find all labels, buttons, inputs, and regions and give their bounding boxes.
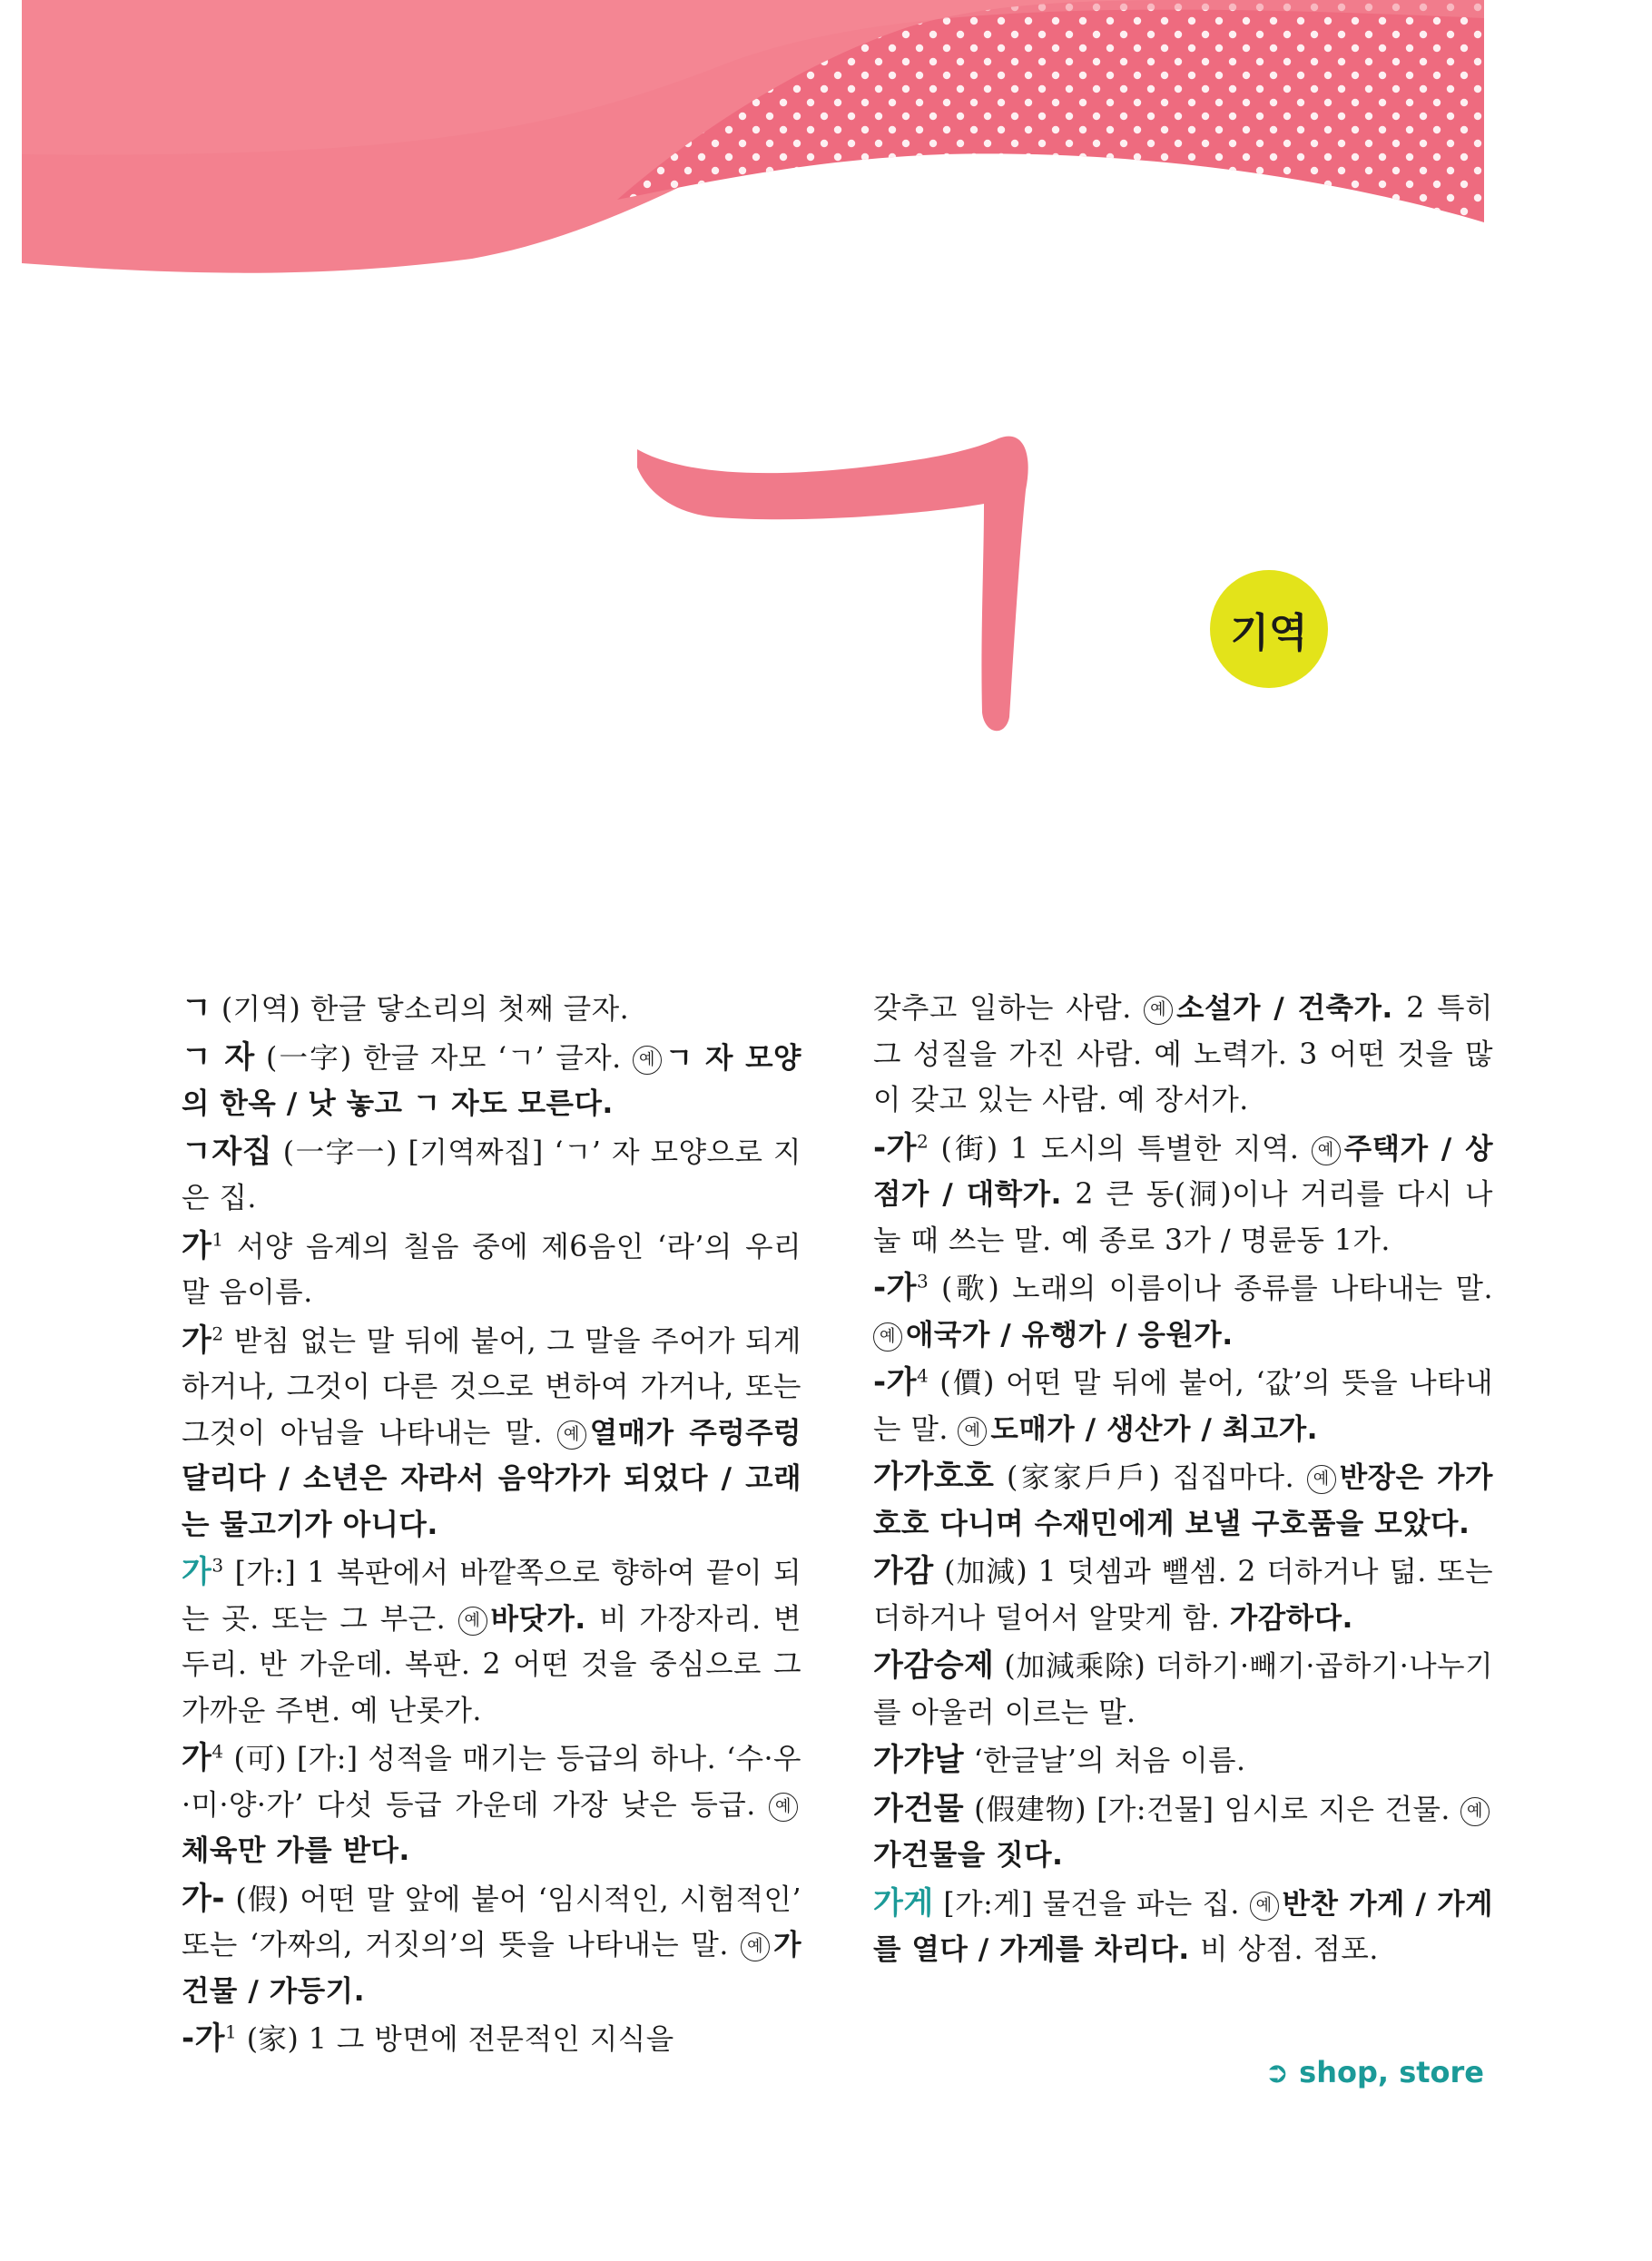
dictionary-entry bbox=[182, 1318, 801, 1548]
entry-headword: 가게 bbox=[873, 1884, 934, 1922]
entry-example: 바닷가. bbox=[490, 1602, 600, 1636]
entry-headword: 가 bbox=[182, 1740, 212, 1776]
entry-example: ㄱ 자 모양의 한옥 / 낫 놓고 ㄱ 자도 모른다. bbox=[182, 1041, 801, 1120]
dictionary-entry bbox=[873, 1360, 1493, 1452]
dictionary-entry bbox=[873, 1265, 1493, 1358]
entry-headword: 가감승제 bbox=[873, 1647, 995, 1684]
dictionary-entry bbox=[873, 1454, 1493, 1547]
entry-headword: 가 bbox=[182, 1322, 212, 1359]
dictionary-entry bbox=[182, 1224, 801, 1316]
entry-headword: ㄱ 자 bbox=[182, 1038, 255, 1076]
entry-definition: 서양 음계의 칠음 중에 제6음인 ‘라’의 우리말 음이름. bbox=[182, 1230, 801, 1309]
entry-definition: 한글 자모 ‘ㄱ’ 글자. bbox=[362, 1041, 633, 1075]
entry-definition: 성적을 매기는 등급의 하나. ‘수·우·미·양·가’ 다섯 등급 가운데 가장 낮은 등급. bbox=[182, 1743, 801, 1822]
entry-homonym-number: 1 bbox=[224, 2020, 238, 2043]
english-translation-note: ➲ shop, store bbox=[1264, 2055, 1484, 2089]
chapter-badge bbox=[1210, 570, 1328, 688]
dictionary-entry bbox=[182, 986, 801, 1033]
entry-headword: 가 bbox=[182, 1227, 212, 1264]
entry-headword: ㄱ자집 bbox=[182, 1133, 273, 1170]
entry-headword: 가 bbox=[182, 1554, 212, 1590]
entry-origin bbox=[224, 1325, 234, 1358]
example-marker: 예 bbox=[873, 1322, 902, 1352]
entry-example: 가건물을 짓다. bbox=[873, 1839, 1064, 1872]
entry-origin: (價) bbox=[929, 1367, 1007, 1400]
entry-origin bbox=[224, 1231, 237, 1263]
entry-definition: ‘한글날’의 처음 이름. bbox=[973, 1745, 1246, 1777]
example-marker: 예 bbox=[633, 1046, 662, 1075]
entry-definition: 1 그 방면에 전문적인 지식을 bbox=[308, 2023, 674, 2056]
entry-origin: (加減) bbox=[933, 1556, 1038, 1588]
example-marker: 예 bbox=[1307, 1465, 1336, 1494]
entry-definition: 임시로 지은 건물. bbox=[1224, 1793, 1460, 1826]
entry-origin: (街) bbox=[929, 1132, 1011, 1165]
dictionary-entry bbox=[873, 1643, 1493, 1735]
example-marker: 예 bbox=[958, 1417, 987, 1446]
entry-definition: 받침 없는 말 뒤에 붙어, 그 말을 주어가 되게 하거나, 그것이 다른 것으로 변하여 가거나, 또는 그것이 아님을 나타내는 말. bbox=[182, 1324, 801, 1450]
dictionary-entry bbox=[873, 1737, 1493, 1784]
entry-origin: (家) bbox=[237, 2023, 309, 2056]
entry-example: 애국가 / 유행가 / 응원가. bbox=[906, 1318, 1234, 1352]
entry-origin: (一字一) [기역짜집] bbox=[272, 1135, 555, 1169]
example-marker: 예 bbox=[458, 1607, 487, 1636]
entry-definition: 물건을 파는 집. bbox=[1042, 1887, 1250, 1921]
entry-origin: (一字) bbox=[254, 1041, 363, 1075]
entry-homonym-number: 4 bbox=[211, 1740, 224, 1763]
dictionary-entry bbox=[182, 1549, 801, 1734]
dictionary-column-right bbox=[873, 986, 1493, 1975]
entry-definition: 어떤 말 뒤에 붙어, ‘값’의 뜻을 나타내는 말. bbox=[873, 1367, 1494, 1446]
entry-continuation: 2 특히 그 성질을 가진 사람. 예 노력가. 3 어떤 것을 많이 갖고 있는 사람. 예 장서가. bbox=[873, 992, 1493, 1116]
entry-derived-word: 가감하다. bbox=[1229, 1601, 1353, 1635]
entry-example: 소설가 / 건축가. bbox=[1176, 992, 1407, 1025]
entry-headword: 가갸날 bbox=[873, 1742, 965, 1778]
entry-homonym-number: 1 bbox=[211, 1228, 224, 1250]
entry-definition: 노래의 이름이나 종류를 나타내는 말. bbox=[1012, 1273, 1493, 1305]
dictionary-entry bbox=[182, 1876, 801, 2015]
entry-example: 반장은 가가호호 다니며 수재민에게 보낼 구호품을 모았다. bbox=[873, 1461, 1493, 1540]
entry-definition: ‘ㄱ’ 자 모양으로 지은 집. bbox=[182, 1135, 801, 1214]
dictionary-entry bbox=[182, 2016, 801, 2063]
entry-origin: (歌) bbox=[929, 1273, 1013, 1305]
example-marker: 예 bbox=[1250, 1892, 1279, 1921]
dictionary-column-left bbox=[182, 986, 801, 2065]
entry-headword: 가건물 bbox=[873, 1790, 965, 1827]
entry-continuation: 비 상점. 점포. bbox=[1200, 1933, 1379, 1966]
entry-origin bbox=[964, 1745, 974, 1777]
dictionary-entry bbox=[873, 1548, 1493, 1641]
entry-headword: -가 bbox=[873, 1364, 917, 1401]
entry-headword: 가가호호 bbox=[873, 1459, 995, 1495]
entry-definition: 한글 닿소리의 첫째 글자. bbox=[310, 993, 630, 1026]
entry-definition: 1 복판에서 바깥쪽으로 향하여 끝이 되는 곳. 또는 그 부근. bbox=[182, 1557, 801, 1636]
entry-definition: 집집마다. bbox=[1172, 1461, 1307, 1494]
entry-origin: [가:] bbox=[223, 1557, 308, 1589]
dictionary-entry bbox=[873, 1786, 1493, 1879]
example-marker: 예 bbox=[769, 1793, 798, 1822]
dictionary-entry bbox=[182, 1129, 801, 1222]
chapter-letter-glyph bbox=[0, 0, 1652, 817]
entry-homonym-number: 4 bbox=[916, 1364, 929, 1387]
entry-definition: 1 도시의 특별한 지역. bbox=[1010, 1132, 1312, 1165]
entry-origin: (加減乘除) bbox=[994, 1650, 1156, 1683]
entry-example: 도매가 / 생산가 / 최고가. bbox=[990, 1412, 1319, 1446]
entry-example: 주택가 / 상점가 / 대학가. bbox=[873, 1132, 1494, 1211]
dictionary-entry bbox=[873, 1126, 1493, 1264]
entry-headword: -가 bbox=[182, 2020, 225, 2057]
example-marker: 예 bbox=[1312, 1136, 1341, 1165]
dictionary-entry bbox=[182, 1735, 801, 1874]
example-marker: 예 bbox=[1144, 996, 1173, 1025]
dictionary-entry bbox=[182, 1035, 801, 1127]
entry-origin: [가:게] bbox=[933, 1887, 1043, 1921]
entry-headword: 가- bbox=[182, 1880, 225, 1917]
entry-origin: (家家戶戶) bbox=[994, 1461, 1173, 1494]
entry-origin: (기역) bbox=[211, 993, 310, 1026]
entry-headword: ㄱ bbox=[182, 990, 212, 1027]
entry-homonym-number: 3 bbox=[211, 1554, 224, 1577]
entry-headword: -가 bbox=[873, 1270, 917, 1306]
entry-headword: 가감 bbox=[873, 1553, 934, 1589]
entry-example: 체육만 가를 받다. bbox=[182, 1834, 410, 1867]
entry-headword: -가 bbox=[873, 1129, 917, 1166]
entry-example: 가건물 / 가등기. bbox=[182, 1929, 801, 2008]
entry-example: 반찬 가게 / 가게를 열다 / 가게를 차리다. bbox=[873, 1887, 1493, 1966]
entry-origin: (假) bbox=[224, 1883, 300, 1916]
entry-continuation: 2 큰 동(洞)이나 거리를 다시 나눌 때 쓰는 말. 예 종로 3가 / 명륜동 1가. bbox=[873, 1178, 1493, 1257]
example-marker: 예 bbox=[1460, 1797, 1490, 1826]
entry-continuation: 비 가장자리. 변두리. 반 가운데. 복판. 2 어떤 것을 중심으로 그 가까운 주변. 예 난롯가. bbox=[182, 1602, 801, 1727]
dictionary-entry bbox=[873, 986, 1493, 1124]
entry-homonym-number: 2 bbox=[916, 1130, 929, 1152]
entry-homonym-number: 2 bbox=[211, 1322, 224, 1344]
entry-definition: 갖추고 일하는 사람. bbox=[873, 992, 1145, 1025]
entry-definition: 어떤 말 앞에 붙어 ‘임시적인, 시험적인’ 또는 ‘가짜의, 거짓의’의 뜻을 나타내는 말. bbox=[182, 1883, 801, 1961]
dictionary-entry bbox=[873, 1881, 1493, 1973]
entry-definition: 1 덧셈과 뺄셈. 2 더하거나 덞. 또는 더하거나 덜어서 알맞게 함. bbox=[873, 1556, 1493, 1635]
example-marker: 예 bbox=[741, 1932, 770, 1961]
example-marker: 예 bbox=[557, 1420, 586, 1450]
entry-example: 열매가 주렁주렁 달리다 / 소년은 자라서 음악가가 되었다 / 고래는 물고기가 아니다. bbox=[182, 1416, 801, 1541]
badge-label: 기역 bbox=[1230, 610, 1308, 656]
entry-homonym-number: 3 bbox=[916, 1270, 929, 1293]
entry-origin: (假建物) [가:건물] bbox=[964, 1793, 1224, 1826]
entry-origin: (可) [가:] bbox=[223, 1743, 369, 1775]
entry-definition: 더하기·빼기·곱하기·나누기를 아울러 이르는 말. bbox=[873, 1650, 1493, 1729]
